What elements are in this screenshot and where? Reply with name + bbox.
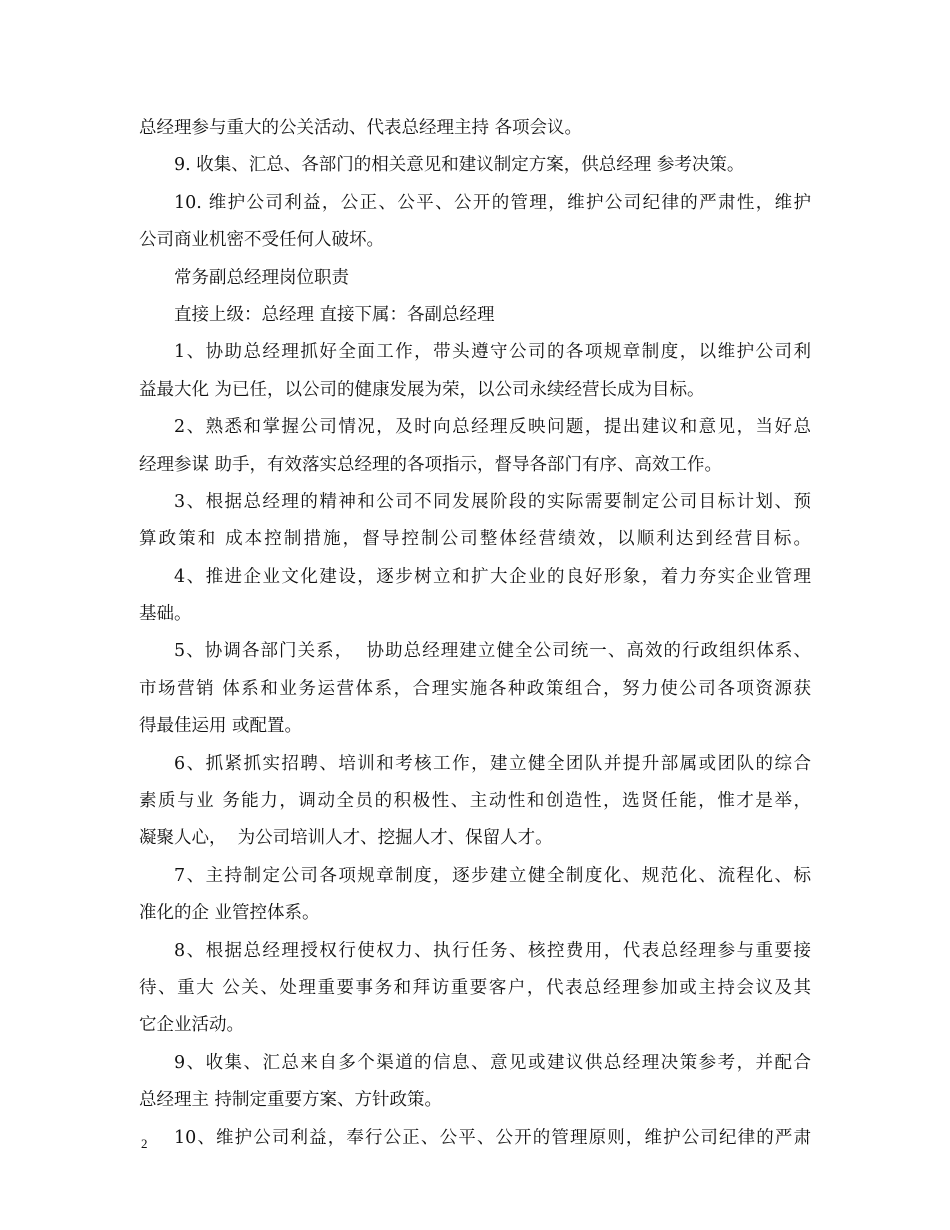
text-line: 凝聚人心， 为公司培训人才、挖掘人才、保留人才。 [139,828,553,849]
text-line: 总经理主 持制定重要方案、方针政策。 [139,1090,443,1111]
text-line: 1、协助总经理抓好全面工作，带头遵守公司的各项规章制度，以维护公司利 [174,342,811,363]
section-heading: 常务副总经理岗位职责 [174,267,349,288]
text-line: 准化的企 业管控体系。 [139,903,320,924]
document-body [139,110,811,1157]
text-line: 直接上级：总经理 直接下属：各副总经理 [174,304,495,325]
text-line: 6、抓紧抓实招聘、培训和考核工作，建立健全团队并提升部属或团队的综合 [174,753,811,774]
text-line: 8、根据总经理授权行使权力、执行任务、核控费用，代表总经理参与重要接 [174,940,811,961]
text-line: 7、主持制定公司各项规章制度，逐步建立健全制度化、规范化、流程化、标 [174,865,811,886]
text-line: 基础。 [139,604,192,625]
text-line: 9、收集、汇总来自多个渠道的信息、意见或建议供总经理决策参考，并配合 [174,1052,811,1073]
text-line: 10. 维护公司利益，公正、公平、公开的管理，维护公司纪律的严肃性，维护 [174,192,811,213]
text-line: 素质与业 务能力，调动全员的积极性、主动性和创造性，选贤任能，惟才是举， [139,791,811,812]
page-number: 2 [141,1136,148,1151]
text-line: 它企业活动。 [139,1015,244,1036]
text-line: 公司商业机密不受任何人破坏。 [139,230,384,251]
text-line: 待、重大 公关、处理重要事务和拜访重要客户，代表总经理参加或主持会议及其 [139,977,811,998]
text-line: 2、熟悉和掌握公司情况，及时向总经理反映问题，提出建议和意见，当好总 [174,417,811,438]
text-line: 4、推进企业文化建设，逐步树立和扩大企业的良好形象，着力夯实企业管理 [174,566,811,587]
text-line: 得最佳运用 或配置。 [139,716,303,737]
text-line: 9. 收集、汇总、各部门的相关意见和建议制定方案，供总经理 参考决策。 [174,155,745,176]
text-line: 益最大化 为已任，以公司的健康发展为荣，以公司永续经营长成为目标。 [139,379,705,400]
text-line: 10、维护公司利益，奉行公正、公平、公开的管理原则，维护公司纪律的严肃 [174,1127,811,1148]
text-line: 算政策和 成本控制措施，督导控制公司整体经营绩效，以顺利达到经营目标。 [139,529,811,550]
text-line: 5、协调各部门关系， 协助总经理建立健全公司统一、高效的行政组织体系、 [174,641,811,662]
text-line: 市场营销 体系和业务运营体系，合理实施各种政策组合，努力使公司各项资源获 [139,678,811,699]
text-line: 经理参谋 助手，有效落实总经理的各项指示，督导各部门有序、高效工作。 [139,454,723,475]
text-line: 总经理参与重大的公关活动、代表总经理主持 各项会议。 [139,118,583,138]
text-line: 3、根据总经理的精神和公司不同发展阶段的实际需要制定公司目标计划、预 [174,491,811,512]
